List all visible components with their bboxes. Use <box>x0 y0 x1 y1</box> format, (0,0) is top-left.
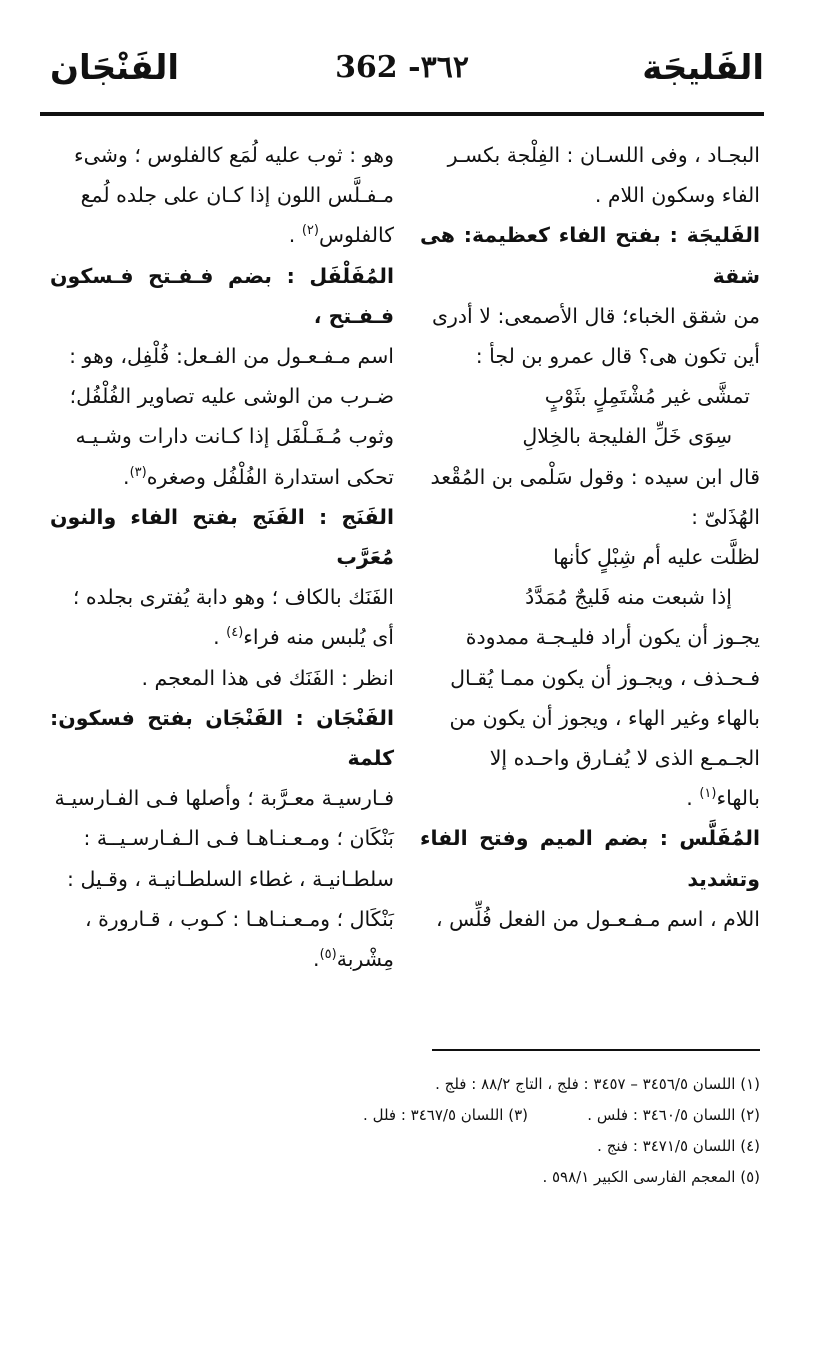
text-line: الفاء وسكون اللام . <box>594 183 760 208</box>
text-line: مِشْربة$^{(٥)}$. <box>313 947 394 972</box>
verse-line: لظلَّت عليه أم شِبْلٍ كأنها <box>553 545 760 570</box>
footnote-rule <box>432 1049 760 1051</box>
line-text: مِشْربة <box>336 947 394 972</box>
text-line: وهو : ثوب عليه لُمَع كالفلوس ؛ وشىء <box>74 143 394 167</box>
entry-almufalfal: المُفَلْفَل : بضم فـفـتح فـسكون فـفـتح ، <box>50 263 394 328</box>
text-line: الهُذَلىّ : <box>691 504 760 529</box>
text-line: تحكى استدارة الفُلْفُل وصغره$^{(٣)}$. <box>123 464 394 489</box>
text-line: أين تكون هى؟ قال عمرو بن لجأ : <box>475 344 760 369</box>
right-column <box>420 135 760 939</box>
entry-almufallas: المُفَلَّس : بضم الميم وفتح الفاء وتشديد <box>420 826 760 891</box>
footnotes <box>60 1069 760 1193</box>
line-text: بالهاء <box>716 786 760 811</box>
footnote-5: (٥) المعجم الفارسى الكبير ٥٩٨/١ . <box>542 1168 760 1186</box>
text-line: وثوب مُـفَـلْفَل إذا كـانت دارات وشـيـه <box>75 424 394 449</box>
left-column <box>50 135 394 979</box>
text-line: من شقق الخباء؛ قال الأصمعى: لا أدرى <box>431 303 760 328</box>
text-line: بالهاء$^{(١)}$ . <box>686 786 760 811</box>
entry-alfalija: الفَليجَة : بفتح الفاء كعظيمة: هى شقة <box>420 223 760 288</box>
text-line: الجـمـع الذى لا يُفـارق واحـده إلا <box>489 746 760 771</box>
footnote-ref-1[interactable]: (١) <box>699 786 717 802</box>
verse-line: سِوَى خَلِّ الفليجة بالخِلالِ <box>522 424 732 449</box>
text-line: اسم مـفـعـول من الفـعل: فُلْفِل، وهو : <box>69 344 394 369</box>
footnote-ref-4[interactable]: (٤) <box>226 625 244 641</box>
footnote-ref-3[interactable]: (٣) <box>129 464 147 480</box>
text-line: فـارسيـة معـرَّبة ؛ وأصلها فـى الفـارسيـة <box>54 786 394 811</box>
text-line: انظر : الفَنَك فى هذا المعجم . <box>141 665 394 690</box>
footnote-ref-5[interactable]: (٥) <box>319 947 337 963</box>
footnote-4: (٤) اللسان ٣٤٧١/٥ : فنج . <box>597 1137 760 1155</box>
text-line: سلطـانيـة ، غطاء السلطـانيـة ، وقـيل : <box>67 866 394 891</box>
text-line: فـحـذف ، ويجـوز أن يكون ممـا يُقـال <box>450 665 760 690</box>
line-text: تحكى استدارة الفُلْفُل وصغره <box>146 464 394 489</box>
line-text: كالفلوس <box>318 223 394 248</box>
page-number: 362 -٣٦٢ <box>335 50 469 85</box>
page-header <box>40 48 764 108</box>
header-first-entry: الفَليجَة <box>642 48 764 88</box>
footnote-2: (٢) اللسان ٣٤٦٠/٥ : فلس . <box>587 1106 760 1124</box>
footnote-ref-2[interactable]: (٢) <box>301 223 319 239</box>
footnote-row <box>60 1100 760 1131</box>
verse-line: تمشَّى غير مُشْتَمِلٍ بثَوْبٍ <box>544 384 750 409</box>
entry-alfanaj: الفَنَج : الفَنَج بفتح الفاء والنون مُعَرَّب <box>50 504 394 570</box>
footnote-3: (٣) اللسان ٣٤٦٧/٥ : فلل . <box>363 1106 528 1124</box>
text-line: اللام ، اسم مـفـعـول من الفعل فُلِّس ، <box>435 906 760 931</box>
text-line: مـفـلَّس اللون إذا كـان على جلده لُمع <box>80 183 394 208</box>
text-line: البجـاد ، وفى اللسـان : الفِلْجة بكسـر <box>447 143 760 167</box>
line-text: أى يُلبس منه فراء <box>243 625 394 650</box>
verse-line: إذا شبعت منه فَليجٌ مُمَدَّدُ <box>525 585 732 610</box>
header-rule <box>40 112 764 116</box>
text-line: قال ابن سيده : وقول سَلْمى بن المُقْعد <box>430 464 760 489</box>
text-line: ضـرب من الوشى عليه تصاوير الفُلْفُل؛ <box>69 384 394 409</box>
text-line: الفَنَك بالكاف ؛ وهو دابة يُفترى بجلده ؛ <box>72 585 394 610</box>
text-line: يجـوز أن يكون أراد فليـجـة ممدودة <box>465 625 760 650</box>
header-last-entry: الفَنْجَان <box>50 48 180 88</box>
footnote-1: (١) اللسان ٣٤٥٦/٥ – ٣٤٥٧ : فلج ، التاج ٨٨/٢ : فلج . <box>435 1075 760 1093</box>
text-line: أى يُلبس منه فراء$^{(٤)}$ . <box>213 625 394 650</box>
text-line: كالفلوس$^{(٢)}$ . <box>288 223 394 248</box>
text-line: بَنْكَال ؛ ومـعـنـاهـا : كـوب ، قـارورة ، <box>84 906 394 931</box>
entry-alfinjan: الفَنْجَان : الفَنْجَان بفتح فسكون: كلمة <box>50 705 394 771</box>
text-line: بالهاء وغير الهاء ، ويجوز أن يكون من <box>449 705 760 730</box>
text-line: بَنْكَان ؛ ومـعـنـاهـا فـى الـفـارسـيــة : <box>83 826 394 851</box>
